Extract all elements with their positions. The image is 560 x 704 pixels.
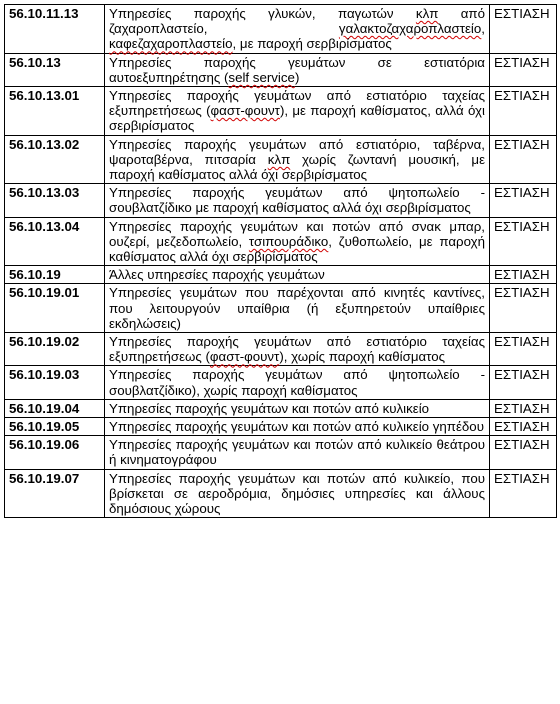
activity-description [105,366,490,399]
activity-category: ΕΣΤΙΑΣΗ [490,184,557,217]
table-row [5,87,557,136]
spellcheck-flagged-word: γαλακτοζαχαροπλαστείο [338,21,482,37]
activity-category: ΕΣΤΙΑΣΗ [490,436,557,469]
description-text: Υπηρεσίες παροχής γευμάτων από ψητοπωλείο - σουβλατζίδικο), χωρίς παροχή καθίσματος [109,367,485,398]
activity-description [105,53,490,86]
description-text: Υπηρεσίες παροχής γευμάτων και ποτών από κυλικείο γηπέδου [109,419,484,435]
description-text: Υπηρεσίες παροχής γευμάτων από εστιατόριο ταχείας εξυπηρετήσεως ( [109,334,485,365]
table-row [5,266,557,284]
activity-code: 56.10.13.02 [5,135,105,184]
activity-code: 56.10.13.03 [5,184,105,217]
activity-description [105,217,490,266]
description-text: Υπηρεσίες παροχής γευμάτων από εστιατόριο, ταβέρνα, ψαροταβέρνα, πιτσαρία [109,136,485,167]
table-row [5,333,557,366]
activity-code: 56.10.13.01 [5,87,105,136]
description-text: Υπηρεσίες παροχής γευμάτων και ποτών από κυλικείο, που βρίσκεται σε αεροδρόμια, δημόσιες υπηρεσίες και άλλους δημόσιους χώρους [109,470,485,517]
description-text: χωρίς ζωντανή μουσική, με παροχή καθίσματος αλλά όχι σερβιρίσματος [109,151,485,183]
activity-description [105,436,490,469]
activity-code: 56.10.19 [5,266,105,284]
activity-description [105,418,490,436]
description-text: ) [294,69,300,85]
activity-description [105,284,490,333]
description-text: ), χωρίς παροχή καθίσματος [279,349,446,365]
activity-description [105,184,490,217]
spellcheck-flagged-word: κλπ [415,6,439,21]
table-row [5,284,557,333]
activity-code: 56.10.19.02 [5,333,105,366]
table-row [5,5,557,54]
activity-category: ΕΣΤΙΑΣΗ [490,135,557,184]
description-text: Υπηρεσίες παροχής γευμάτων και ποτών από κυλικείο [109,400,430,416]
activity-code: 56.10.19.01 [5,284,105,333]
description-text: , ζυθοπωλείο, με παροχή καθίσματος αλλά όχι σερβιρίσματος [109,233,485,265]
activity-category: ΕΣΤΙΑΣΗ [490,366,557,399]
description-text: Υπηρεσίες γευμάτων που παρέχονται από κινητές καντίνες, που λειτουργούν υπαίθρια (ή εξυπηρετούν υπαίθριες εκδηλώσεις) [109,285,485,331]
description-text: , [481,21,485,37]
activity-category: ΕΣΤΙΑΣΗ [490,5,557,54]
activity-description [105,266,490,284]
spellcheck-flagged-word: καφεζαχαροπλαστείο [109,36,233,52]
activity-description [105,399,490,417]
spellcheck-flagged-word: φαστ-φουντ [209,349,280,365]
activity-category: ΕΣΤΙΑΣΗ [490,469,557,518]
spellcheck-flagged-word: φαστ-φουντ [210,103,280,119]
activity-code: 56.10.19.04 [5,399,105,417]
activity-category: ΕΣΤΙΑΣΗ [490,217,557,266]
activity-code: 56.10.19.05 [5,418,105,436]
table-row [5,184,557,217]
table-row [5,366,557,399]
spellcheck-flagged-word: τσιπουράδικο [248,233,329,249]
description-text: Υπηρεσίες παροχής γευμάτων και ποτών από κυλικείο θεάτρου ή κινηματογράφου [109,437,485,468]
activity-category: ΕΣΤΙΑΣΗ [490,399,557,417]
table-row [5,53,557,86]
table-row [5,469,557,518]
table-row [5,217,557,266]
activity-description [105,5,490,54]
description-text: Υπηρεσίες παροχής γευμάτων και ποτών από σνακ μπαρ, ουζερί, μεζεδοπωλείο, [109,218,485,249]
activity-code: 56.10.11.13 [5,5,105,54]
activity-category: ΕΣΤΙΑΣΗ [490,418,557,436]
activity-code: 56.10.13 [5,53,105,86]
table-row [5,436,557,469]
activity-code: 56.10.19.07 [5,469,105,518]
description-text: Άλλες υπηρεσίες παροχής γευμάτων [109,267,325,283]
table-row [5,399,557,417]
activity-category: ΕΣΤΙΑΣΗ [490,87,557,136]
activity-description [105,333,490,366]
description-text: Υπηρεσίες παροχής γευμάτων σε εστιατόρια αυτοεξυπηρέτησης ( [109,54,485,85]
activity-code: 56.10.19.06 [5,436,105,469]
activity-description [105,135,490,184]
description-text: Υπηρεσίες παροχής γλυκών, παγωτών [109,6,416,21]
activity-category: ΕΣΤΙΑΣΗ [490,53,557,86]
description-text: , με παροχή σερβιρίσματος [232,36,392,52]
activity-category: ΕΣΤΙΑΣΗ [490,284,557,333]
description-text: Υπηρεσίες παροχής γευμάτων από εστιατόριο ταχείας εξυπηρετήσεως ( [109,88,485,119]
activity-code: 56.10.13.04 [5,217,105,266]
activity-category: ΕΣΤΙΑΣΗ [490,333,557,366]
spellcheck-flagged-word: κλπ [267,151,291,167]
description-text: από ζαχαροπλαστείο, [109,6,486,37]
activity-code-table [4,4,557,518]
description-text: Υπηρεσίες παροχής γευμάτων από ψητοπωλείο - σουβλατζίδικο με παροχή καθίσματος αλλά όχι σερβιρίσματος [109,185,485,216]
spellcheck-flagged-word: self service [228,69,295,85]
description-text: ), με παροχή καθίσματος, αλλά όχι σερβιρίσματος [109,103,485,134]
activity-category: ΕΣΤΙΑΣΗ [490,266,557,284]
activity-code: 56.10.19.03 [5,366,105,399]
table-row [5,418,557,436]
table-body [5,5,557,518]
table-row [5,135,557,184]
activity-description [105,469,490,518]
activity-description [105,87,490,136]
